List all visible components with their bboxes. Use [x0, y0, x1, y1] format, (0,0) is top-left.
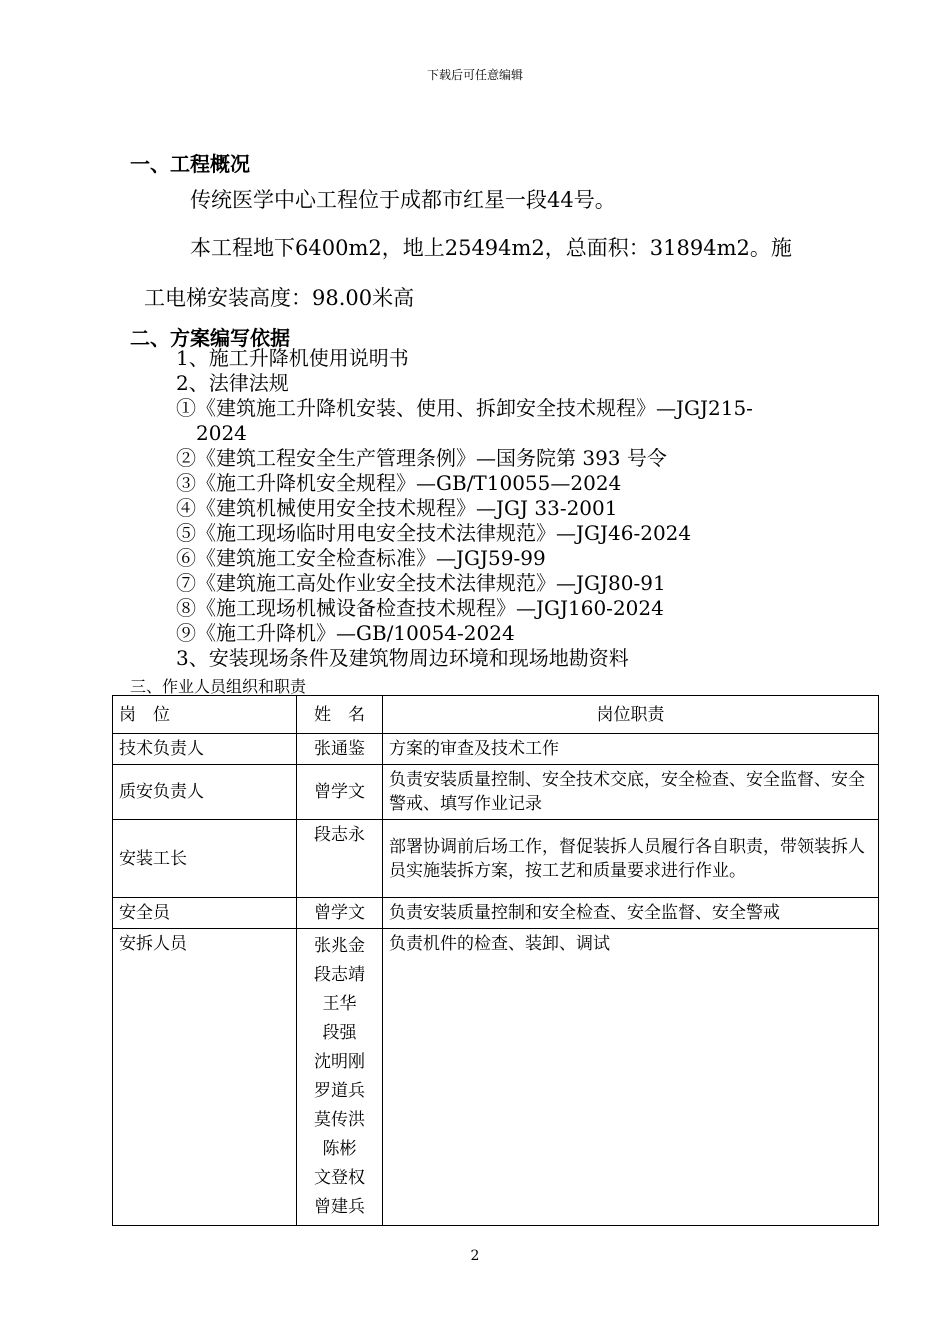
- cell-role: 安全员: [113, 898, 297, 929]
- basis-item: 3、安装现场条件及建筑物周边环境和现场地勘资料: [176, 646, 629, 670]
- cell-name: 段志永: [297, 820, 383, 898]
- installer-name: 段志靖: [314, 965, 365, 985]
- basis-item: ⑤《施工现场临时用电安全技术法律规范》—JGJ46-2024: [176, 521, 692, 545]
- installer-name: 王华: [322, 994, 357, 1014]
- header-role: 岗 位: [113, 696, 297, 734]
- section1-para2b: 工电梯安装高度：98.00米高: [144, 286, 415, 310]
- header-name: 姓 名: [297, 696, 383, 734]
- cell-names: [297, 929, 383, 1226]
- basis-item: 1、施工升降机使用说明书: [176, 346, 409, 370]
- basis-item: 2024: [196, 421, 247, 445]
- basis-item: 2、法律法规: [176, 371, 289, 395]
- basis-item: ①《建筑施工升降机安装、使用、拆卸安全技术规程》—JGJ215-: [176, 396, 753, 420]
- basis-item: ④《建筑机械使用安全技术规程》—JGJ 33-2001: [176, 496, 618, 520]
- basis-item: ⑧《施工现场机械设备检查技术规程》—JGJ160-2024: [176, 596, 664, 620]
- basis-item: ③《施工升降机安全规程》—GB/T10055—2024: [176, 471, 622, 495]
- table-row: [113, 765, 879, 820]
- installer-name: 罗道兵: [314, 1081, 365, 1101]
- section3-title: 三、作业人员组织和职责: [130, 677, 307, 696]
- cell-duty: 部署协调前后场工作，督促装拆人员履行各自职责，带领装拆人员实施装拆方案，按工艺和质量要求进行作业。: [383, 820, 879, 898]
- cell-duty: 方案的审查及技术工作: [383, 734, 879, 765]
- basis-item: ⑦《建筑施工高处作业安全技术法律规范》—JGJ80-91: [176, 571, 666, 595]
- table-header-row: [113, 696, 879, 734]
- cell-role: 质安负责人: [113, 765, 297, 820]
- installer-name: 段强: [322, 1023, 357, 1043]
- section1-para1: 传统医学中心工程位于成都市红星一段44号。: [190, 188, 616, 212]
- basis-item: ②《建筑工程安全生产管理条例》—国务院第 393 号令: [176, 446, 667, 470]
- basis-item: ⑥《建筑施工安全检查标准》—JGJ59-99: [176, 546, 546, 570]
- section1-title: 一、工程概况: [130, 152, 250, 176]
- table-row: [113, 929, 879, 1226]
- cell-duty: 负责机件的检查、装卸、调试: [383, 929, 879, 1226]
- installer-name: 曾建兵: [314, 1197, 365, 1217]
- installer-name: 沈明刚: [314, 1052, 365, 1072]
- table-row: [113, 898, 879, 929]
- cell-duty: 负责安装质量控制、安全技术交底，安全检查、安全监督、安全警戒、填写作业记录: [383, 765, 879, 820]
- cell-role: 安装工长: [113, 820, 297, 898]
- basis-item: ⑨《施工升降机》—GB/10054-2024: [176, 621, 515, 645]
- cell-name: 张通鉴: [297, 734, 383, 765]
- section1-para2a: 本工程地下6400m2，地上25494m2，总面积：31894m2。施: [190, 236, 792, 260]
- installer-name: 文登权: [314, 1168, 365, 1188]
- section2-title: 二、方案编写依据: [130, 326, 290, 350]
- cell-name: 曾学文: [297, 765, 383, 820]
- staff-table: [112, 695, 879, 1226]
- cell-role: 安拆人员: [113, 929, 297, 1226]
- header-duty: 岗位职责: [383, 696, 879, 734]
- cell-role: 技术负责人: [113, 734, 297, 765]
- page-number: 2: [470, 1248, 480, 1264]
- installer-name: 陈彬: [322, 1139, 357, 1159]
- table-row: [113, 820, 879, 898]
- page-header: 下载后可任意编辑: [426, 68, 523, 82]
- cell-name: 曾学文: [297, 898, 383, 929]
- installer-name: 莫传洪: [314, 1110, 365, 1130]
- cell-duty: 负责安装质量控制和安全检查、安全监督、安全警戒: [383, 898, 879, 929]
- table-row: [113, 734, 879, 765]
- installer-name: 张兆金: [314, 936, 365, 956]
